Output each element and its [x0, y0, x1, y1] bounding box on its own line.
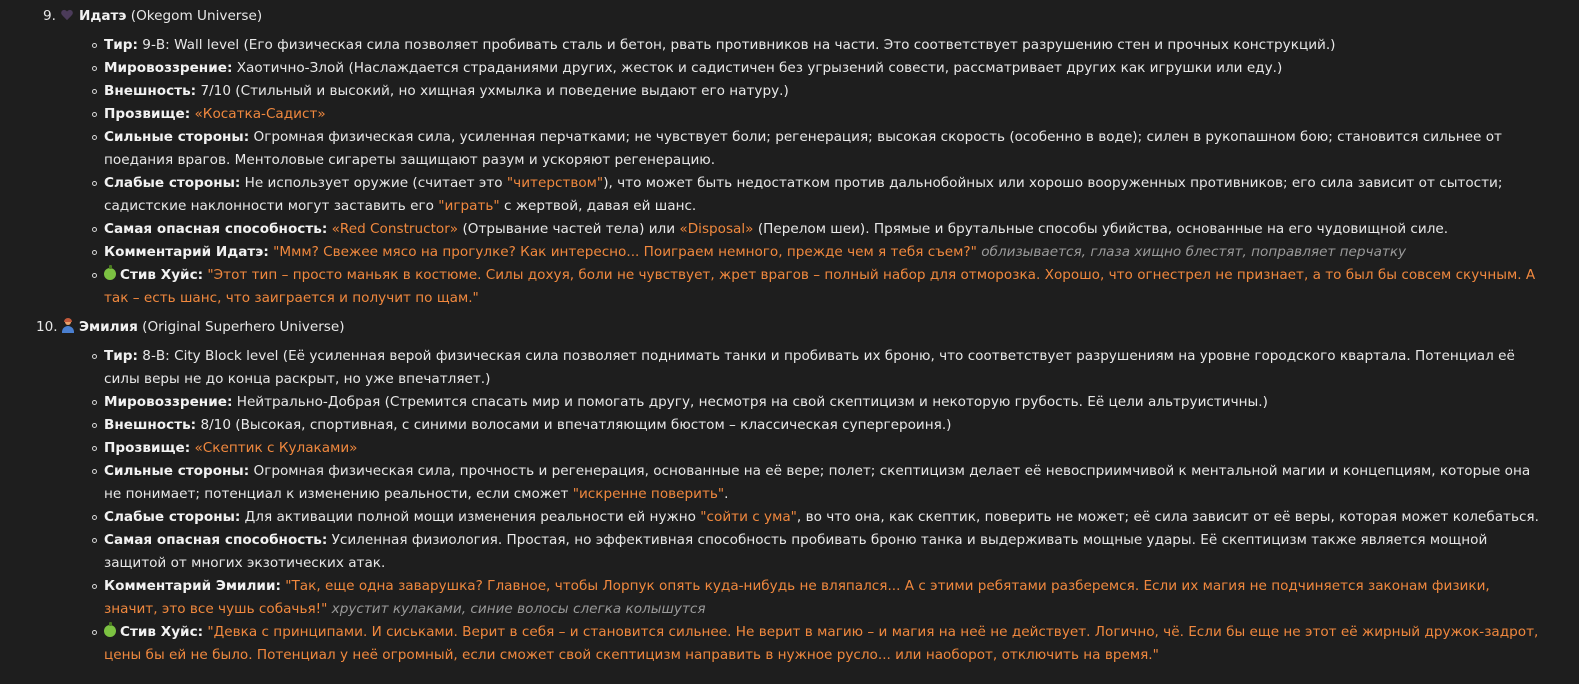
- character-universe: (Okegom Universe): [130, 8, 263, 24]
- weaknesses-text: ), что может быть недостатком против дальнобойных или хорошо вооруженных противников; его сила зависит от сытости; садистские наклонности могут заставить его: [104, 175, 1503, 214]
- list-item: [104, 345, 1544, 391]
- list-item: [104, 621, 1544, 667]
- list-item: [104, 529, 1544, 575]
- comment-action: хрустит кулаками, синие волосы слегка колышутся: [331, 601, 706, 617]
- ability-highlight: «Disposal»: [679, 221, 754, 237]
- nickname-label: Прозвище:: [104, 440, 191, 456]
- nickname-text: «Скептик с Кулаками»: [194, 440, 358, 456]
- ability-text: (Перелом шеи). Прямые и брутальные способы убийства, основанные на его чудовищной силе.: [757, 221, 1449, 237]
- alignment-text: Хаотично-Злой (Наслаждается страданиями других, жесток и садистичен без угрызений совести, рассматривает других как игрушки или еду.): [236, 60, 1283, 76]
- person-icon: [61, 319, 75, 333]
- weaknesses-label: Слабые стороны:: [104, 509, 241, 525]
- nickname-text: «Косатка-Садист»: [194, 106, 326, 122]
- strengths-label: Сильные стороны:: [104, 129, 250, 145]
- ability-label: Самая опасная способность:: [104, 221, 328, 237]
- comment-quote: "Так, еще одна заварушка? Главное, чтобы Лорпук опять куда-нибудь не вляпался... А с этими ребятами разберемся. Если их магия не подчиняется законам физики, значит, это все чушь собачья!": [104, 578, 1490, 617]
- list-item: [104, 437, 1544, 460]
- alignment-text: Нейтрально-Добрая (Стремится спасать мир и помогать другу, несмотря на свой скептицизм и некоторую грубость. Её цели альтруистичны.): [236, 394, 1268, 410]
- ability-text: (Отрывание частей тела) или: [462, 221, 676, 237]
- document-body: [0, 5, 1579, 673]
- list-item: [104, 172, 1544, 218]
- alignment-label: Мировоззрение:: [104, 394, 233, 410]
- ability-text: Усиленная физиология. Простая, но эффективная способность пробивать броню танка и выдерживать мощные удары. Её скептицизм также является мощной защитой от многих экзотических атак.: [104, 532, 1488, 571]
- green-apple-icon: [104, 625, 116, 637]
- character-details-list: [0, 345, 1544, 667]
- entry-heading: [0, 5, 1579, 28]
- green-apple-icon: [104, 268, 116, 280]
- appearance-label: Внешность:: [104, 417, 197, 433]
- weaknesses-highlight: "играть": [438, 198, 500, 214]
- comment-action: облизывается, глаза хищно блестят, поправляет перчатку: [981, 244, 1407, 260]
- list-item: [104, 264, 1544, 310]
- ability-label: Самая опасная способность:: [104, 532, 328, 548]
- alignment-label: Мировоззрение:: [104, 60, 233, 76]
- appearance-text: 7/10 (Стильный и высокий, но хищная ухмылка и поведение выдают его натуру.): [200, 83, 789, 99]
- list-item: [104, 506, 1544, 529]
- comment-label: Комментарий Идатэ:: [104, 244, 269, 260]
- character-details-list: [0, 34, 1544, 310]
- list-item: [104, 34, 1544, 57]
- nickname-label: Прозвище:: [104, 106, 191, 122]
- list-item: [104, 57, 1544, 80]
- list-item: [104, 241, 1544, 264]
- strengths-text: Огромная физическая сила, прочность и регенерация, основанные на её вере; полет; скептицизм делает её невосприимчивой к ментальной магии и концепциям, которые она не понимает; потенциал к изменению реальности, если сможет: [104, 463, 1531, 502]
- steve-label: Стив Хуйс:: [120, 267, 204, 283]
- steve-quote: "Девка с принципами. И сиськами. Верит в себя – и становится сильнее. Не верит в магию – и магия на неё не действует. Логично, чё. Если бы еще не этот её жирный дружок-задрот, цены бы ей не было. Потенциал у неё огромный, если сможет свой скептицизм направить в нужное русло... или наоборот, отключить на время.": [104, 624, 1539, 663]
- steve-quote: "Этот тип – просто маньяк в костюме. Силы дохуя, боли не чувствует, жрет врагов – полный набор для отморозка. Хорошо, что огнестрел не признает, а то был бы совсем скучным. А так – есть шанс, что заиграется и получит по щам.": [104, 267, 1536, 306]
- appearance-label: Внешность:: [104, 83, 197, 99]
- list-item: [104, 103, 1544, 126]
- weaknesses-label: Слабые стороны:: [104, 175, 241, 191]
- list-item: [104, 126, 1544, 172]
- weaknesses-text: , во что она, как скептик, поверить не может; её сила зависит от её веры, которая может колебаться.: [796, 509, 1539, 525]
- comment-label: Комментарий Эмилии:: [104, 578, 281, 594]
- list-item: [104, 218, 1544, 241]
- strengths-text: .: [724, 486, 729, 502]
- comment-quote: "Ммм? Свежее мясо на прогулке? Как интересно... Поиграем немного, прежде чем я тебя съем?": [273, 244, 977, 260]
- tier-text: 9-B: Wall level (Его физическая сила позволяет пробивать сталь и бетон, рвать противников на части. Это соответствует разрушению стен и прочных конструкций.): [142, 37, 1336, 53]
- character-universe: (Original Superhero Universe): [142, 319, 345, 335]
- weaknesses-text: Не использует оружие (считает это: [244, 175, 503, 191]
- strengths-text: Огромная физическая сила, усиленная перчатками; не чувствует боли; регенерация; высокая скорость (особенно в воде); силен в рукопашном бою; становится сильнее от поедания врагов. Ментоловые сигареты защищают разум и ускоряют регенерацию.: [104, 129, 1502, 168]
- ability-highlight: «Red Constructor»: [331, 221, 459, 237]
- entry-title: [61, 5, 262, 28]
- character-name: Идатэ: [79, 8, 127, 24]
- entry-number: 9.: [43, 8, 56, 24]
- strengths-highlight: "искренне поверить": [572, 486, 725, 502]
- tier-label: Тир:: [104, 348, 138, 364]
- weaknesses-highlight: "сойти с ума": [700, 509, 797, 525]
- steve-label: Стив Хуйс:: [120, 624, 204, 640]
- character-name: Эмилия: [79, 319, 138, 335]
- tier-label: Тир:: [104, 37, 138, 53]
- list-item: [104, 80, 1544, 103]
- entry-number: 10.: [36, 319, 58, 335]
- list-item: [104, 575, 1544, 621]
- strengths-label: Сильные стороны:: [104, 463, 250, 479]
- entry-title: [61, 316, 345, 339]
- list-item: [104, 460, 1544, 506]
- weaknesses-text: с жертвой, давая ей шанс.: [503, 198, 697, 214]
- weaknesses-highlight: "читерством": [506, 175, 604, 191]
- purple-heart-icon: [61, 10, 73, 21]
- appearance-text: 8/10 (Высокая, спортивная, с синими волосами и впечатляющим бюстом – классическая супергероиня.): [200, 417, 952, 433]
- weaknesses-text: Для активации полной мощи изменения реальности ей нужно: [244, 509, 696, 525]
- entry-heading: [0, 316, 1579, 339]
- list-item: [104, 391, 1544, 414]
- tier-text: 8-B: City Block level (Её усиленная верой физическая сила позволяет поднимать танки и пробивать их броню, что соответствует разрушениям на уровне городского квартала. Потенциал её силы веры не до конца раскрыт, но уже впечатляет.): [104, 348, 1515, 387]
- list-item: [104, 414, 1544, 437]
